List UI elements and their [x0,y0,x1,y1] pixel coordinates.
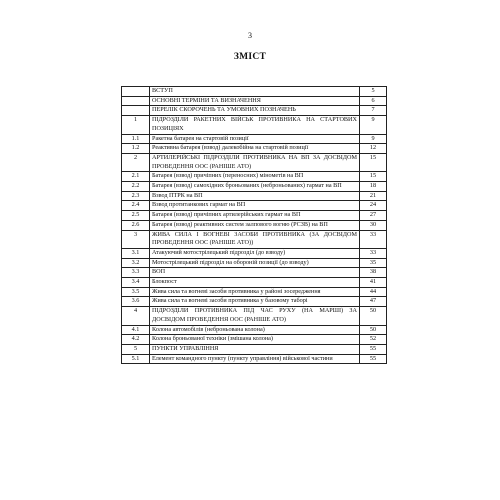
toc-row [122,106,387,116]
toc-title: ОСНОВНІ ТЕРМІНИ ТА ВИЗНАЧЕННЯ [150,96,360,106]
toc-number [122,96,150,106]
toc-page: 18 [360,182,387,192]
toc-row [122,335,387,345]
toc-number: 3.3 [122,268,150,278]
toc-page: 24 [360,201,387,211]
toc-title: ЖИВА СИЛА І ВОГНЕВІ ЗАСОБИ ПРОТИВНИКА (ЗА ДОСВІДОМ ПРОВЕДЕННЯ ООС (РАНІШЕ АТО)) [150,230,360,248]
toc-number: 1.2 [122,144,150,154]
toc-page: 6 [360,96,387,106]
toc-row [122,307,387,325]
toc-title: Блокпост [150,278,360,288]
toc-number: 2 [122,153,150,171]
toc-number: 2.1 [122,172,150,182]
toc-row [122,191,387,201]
toc-title: Жива сила та вогневі засоби противника у базовому таборі [150,297,360,307]
toc-page: 30 [360,220,387,230]
toc-page: 9 [360,116,387,134]
toc-page: 38 [360,268,387,278]
toc-number: 4 [122,307,150,325]
toc-number: 2.2 [122,182,150,192]
toc-page: 12 [360,144,387,154]
toc-title: Батарея (взвод) самохідних броньованих (неброньованих) гармат на ВП [150,182,360,192]
toc-page: 33 [360,230,387,248]
toc-number: 2.5 [122,211,150,221]
toc-page: 41 [360,278,387,288]
toc-row [122,258,387,268]
toc-number: 1 [122,116,150,134]
toc-page: 52 [360,335,387,345]
toc-title: АРТИЛЕРІЙСЬКІ ПІДРОЗДІЛИ ПРОТИВНИКА НА ВП ЗА ДОСВІДОМ ПРОВЕДЕННЯ ООС (РАНІШЕ АТО) [150,153,360,171]
toc-page: 44 [360,287,387,297]
toc-page: 33 [360,248,387,258]
toc-row [122,116,387,134]
toc-title: Жива сила та вогневі засоби противника у районі зосередження [150,287,360,297]
toc-number: 3.4 [122,278,150,288]
toc-row [122,268,387,278]
toc-number: 3.5 [122,287,150,297]
toc-title: Батарея (взвод) причіпних (переносних) мінометів на ВП [150,172,360,182]
toc-row [122,96,387,106]
toc-number [122,106,150,116]
toc-title: Елемент командного пункту (пункту управління) військової частини [150,354,360,364]
toc-number: 1.1 [122,134,150,144]
toc-row [122,248,387,258]
toc-title: Колона броньованої техніки (змішана колона) [150,335,360,345]
toc-row [122,220,387,230]
toc-number: 2.3 [122,191,150,201]
toc-page: 50 [360,307,387,325]
toc-title: Ракетна батарея на стартовій позиції [150,134,360,144]
toc-row [122,87,387,97]
toc-row [122,354,387,364]
toc-row [122,182,387,192]
toc-page: 55 [360,354,387,364]
toc-title: ВОП [150,268,360,278]
toc-row [122,144,387,154]
toc-number: 4.2 [122,335,150,345]
toc-title: Батарея (взвод) реактивних систем залпового вогню (РСЗВ) на ВП [150,220,360,230]
toc-number: 3.6 [122,297,150,307]
toc-title: Атакуючий мотострілецький підрозділ (до взводу) [150,248,360,258]
toc-number: 3.1 [122,248,150,258]
toc-page: 55 [360,344,387,354]
toc-title: ПІДРОЗДІЛИ РАКЕТНИХ ВІЙСЬК ПРОТИВНИКА НА СТАРТОВИХ ПОЗИЦІЯХ [150,116,360,134]
toc-title: Взвод протитанкових гармат на ВП [150,201,360,211]
toc-title: Реактивна батарея (взвод) далекобійна на стартовій позиції [150,144,360,154]
document-title: ЗМІСТ [233,52,267,62]
toc-number: 2.4 [122,201,150,211]
toc-page: 15 [360,153,387,171]
toc-title: Мотострілецький підрозділ на обороній позиції (до взводу) [150,258,360,268]
toc-page: 47 [360,297,387,307]
page-number: 3 [248,31,252,40]
toc-row [122,211,387,221]
toc-row [122,297,387,307]
toc-page: 50 [360,325,387,335]
toc-row [122,134,387,144]
toc-body [122,87,387,364]
toc-row [122,153,387,171]
toc-number: 2.6 [122,220,150,230]
toc-row [122,172,387,182]
toc-number: 3 [122,230,150,248]
toc-title: ПЕРЕЛІК СКОРОЧЕНЬ ТА УМОВНИХ ПОЗНАЧЕНЬ [150,106,360,116]
toc-number [122,87,150,97]
toc-title: ПІДРОЗДІЛИ ПРОТИВНИКА ПІД ЧАС РУХУ (НА МАРШІ) ЗА ДОСВІДОМ ПРОВЕДЕННЯ ООС (РАНІШЕ АТО) [150,307,360,325]
toc-row [122,230,387,248]
toc-page: 21 [360,191,387,201]
toc-number: 5 [122,344,150,354]
toc-title: ВСТУП [150,87,360,97]
toc-page: 15 [360,172,387,182]
toc-number: 4.1 [122,325,150,335]
toc-row [122,287,387,297]
toc-page: 7 [360,106,387,116]
toc-number: 5.1 [122,354,150,364]
toc-row [122,278,387,288]
toc-title: Взвод ПТРК на ВП [150,191,360,201]
toc-page: 5 [360,87,387,97]
toc-row [122,325,387,335]
toc-number: 3.2 [122,258,150,268]
toc-page: 27 [360,211,387,221]
toc-row [122,344,387,354]
toc-page: 9 [360,134,387,144]
toc-title: ПУНКТИ УПРАВЛІННЯ [150,344,360,354]
toc-title: Батарея (взвод) причіпних артилерійських гармат на ВП [150,211,360,221]
toc-title: Колона автомобілів (неброньована колона) [150,325,360,335]
table-of-contents [121,86,387,364]
toc-row [122,201,387,211]
toc-page: 35 [360,258,387,268]
